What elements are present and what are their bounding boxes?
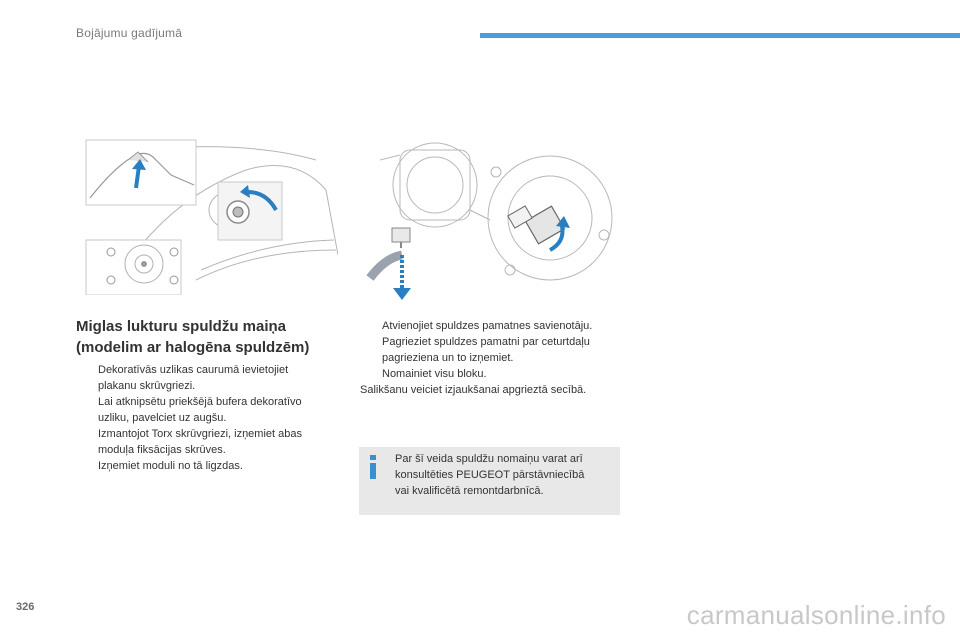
info-text-line: vai kvalificētā remontdarbnīcā. — [395, 485, 544, 497]
watermark: carmanualsonline.info — [686, 600, 946, 630]
step-text: pagrieziena un to izņemiet. — [382, 352, 514, 364]
list-item — [76, 394, 338, 426]
info-box — [359, 447, 620, 515]
info-text — [395, 451, 613, 499]
step-text: Izņemiet moduli no tā ligzdas. — [98, 460, 243, 472]
page-heading — [76, 316, 346, 358]
step-text: Dekoratīvās uzlikas caurumā ievietojiet — [98, 364, 289, 376]
headlamp-module-removal-illustration — [76, 130, 338, 295]
step-text: Pagrieziet spuldzes pamatni par ceturtdaļu — [382, 336, 590, 348]
info-text-line: konsultēties PEUGEOT pārstāvniecībā — [395, 469, 585, 481]
info-text-line: Par šī veida spuldžu nomaiņu varat arī — [395, 453, 583, 465]
step-text: moduļa fiksācijas skrūves. — [98, 444, 226, 456]
list-item — [360, 366, 622, 382]
page-number: 326 — [16, 601, 35, 613]
section-title: Bojājumu gadījumā — [76, 26, 183, 40]
page-heading-line: (modelim ar halogēna spuldzēm) — [76, 339, 310, 356]
steps-list-right — [360, 318, 622, 382]
step-text: plakanu skrūvgriezi. — [98, 380, 196, 392]
step-text: Lai atknipsētu priekšējā bufera dekoratīvo — [98, 396, 302, 408]
step-text: Izmantojot Torx skrūvgriezi, izņemiet abas — [98, 428, 302, 440]
step-text: Nomainiet visu bloku. — [382, 368, 487, 380]
info-icon — [368, 455, 378, 479]
list-item — [76, 426, 338, 458]
page-heading-line: Miglas lukturu spuldžu maiņa — [76, 318, 287, 335]
list-item — [76, 362, 338, 394]
step-text: Atvienojiet spuldzes pamatnes savienotāju. — [382, 320, 593, 332]
bulb-holder-rotation-illustration — [360, 130, 618, 305]
list-item — [360, 318, 622, 334]
header-accent-bar — [480, 33, 960, 38]
steps-list-left — [76, 362, 338, 474]
list-item — [76, 458, 338, 474]
step-text: uzliku, pavelciet uz augšu. — [98, 412, 227, 424]
list-item — [360, 334, 622, 366]
reassembly-note: Salikšanu veiciet izjaukšanai apgrieztā secībā. — [360, 384, 587, 396]
